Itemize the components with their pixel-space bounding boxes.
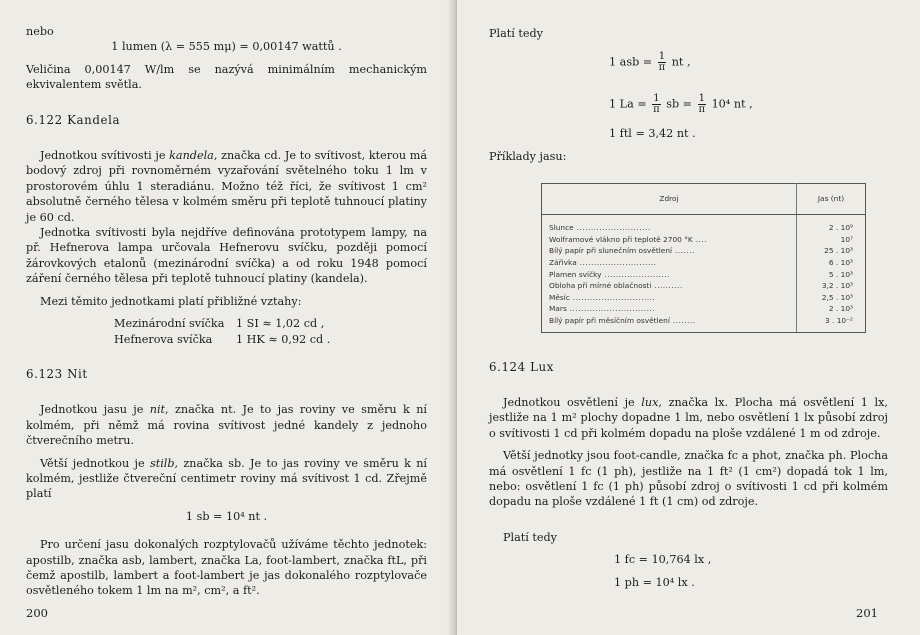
term-stilb: stilb <box>149 456 175 470</box>
left-page <box>0 0 455 635</box>
fraction: $\frac{1}{\pi}$ <box>698 93 706 116</box>
paragraph-kandela-history: Jednotka svítivosti byla nejdříve definována prototypem lampy, na př. Hefnerova lampa určovala Hefnerovu svíčku, později pomocí žárovkových etalonů (mezinárodní svíčka) a od roku 1948 pomocí záření černého tělesa při teplotě tuhnoucí platiny (kandela). <box>26 226 427 286</box>
table-row: Zářivka ........................... 6 . 10³ <box>542 257 866 269</box>
relation-row: Mezinárodní svíčka 1 SI ≈ 1,02 cd , <box>114 317 325 331</box>
paragraph-nit-def: Jednotkou jasu je nit, značka nt. Je to jas roviny ve směru k ní kolmém, při němž má rovina svítivost jedné kandely z jednoho čtverečního metru. <box>26 403 427 448</box>
table-row: Plamen svíčky ....................... 5 . 10³ <box>542 269 866 281</box>
paragraph-kandela-def: Jednotkou svítivosti je kandela, značka cd. Je to svítivost, kterou má bodový zdroj při rovnoměrném vyzařování světelného toku 1 lm v prostorovém úhlu 1 steradiánu. Možno též říci, že svítivost 1 cm² absolutně černého tělesa v kolmém směru při teplotě tuhnoucí platiny je 60 cd. <box>26 149 428 224</box>
text-line: Platí tedy <box>489 27 544 40</box>
paragraph-stilb-def: Větší jednotkou je stilb, značka sb. Je to jas roviny ve směru k ní kolmém, jestliže čtvereční centimetr roviny má svítivost 1 cd. Zřejmě platí <box>26 456 427 501</box>
table-row: Měsíc ............................. 2,5 . 10³ <box>542 292 866 304</box>
text-line: nebo <box>26 25 54 38</box>
term-lux: lux <box>641 395 659 409</box>
equation-lumen: 1 lumen (λ = 555 mμ) = 0,00147 wattů . <box>111 40 342 54</box>
paragraph-lux-def: Jednotkou osvětlení je lux, značka lx. Plocha má osvětlení 1 lx, jestliže na 1 m² plochy dopadne 1 lm, nebo osvětlení 1 lx působí zdroj o svítivosti 1 cd při kolmém dopadu na ploše vzdálené 1 m od zdroje. <box>489 395 888 440</box>
table-row: Bílý papír při slunečním osvětlení ....... 25 . 10³ <box>542 245 866 257</box>
text-line: Platí tedy <box>503 530 558 544</box>
equation-fc: 1 fc = 10,764 lx , <box>614 553 712 567</box>
section-heading-lux: 6.124 Lux <box>489 359 555 374</box>
paragraph-diffusers: Pro určení jasu dokonalých rozptylovačů užíváme těchto jednotek: apostilb, značka asb, lambert, značka La, foot-lambert, značka ftL, při čemž apostilb, lambert a foot-lambert je jas dokonalého rozptylovače osvětleného tokem 1 lm na m², cm², a ft². <box>26 538 427 598</box>
section-heading-kandela: 6.122 Kandela <box>26 112 121 127</box>
fraction: $\frac{1}{\pi}$ <box>658 51 666 74</box>
term-kandela: kandela <box>169 149 214 163</box>
table-row: Bílý papír při měsíčním osvětlení ........ 3 . 10⁻² <box>542 315 866 332</box>
paragraph-fc-ph: Větší jednotky jsou foot-candle, značka fc a phot, značka ph. Plocha má osvětlení 1 fc (1 ph), jestliže na 1 ft² (1 cm²) dopadá tok 1 lm, nebo: osvětlení 1 fc (1 ph) působí zdroj o svítivosti 1 cd při kolmém dopadu na ploše vzdálené 1 ft (1 cm) od zdroje. <box>489 449 888 509</box>
right-page <box>457 0 920 635</box>
table-row: Wolframové vlákno při teplotě 2700 °K .... 10⁷ <box>542 234 866 246</box>
page-number: 200 <box>26 605 48 620</box>
paragraph: Veličina 0,00147 W/lm se nazývá minimálním mechanickým ekvivalentem světla. <box>26 62 427 92</box>
table-row: Slunce .......................... 2 . 10⁹ <box>542 215 866 234</box>
table-header-luminance: Jas (nt) <box>797 184 866 215</box>
page-number: 201 <box>856 605 878 620</box>
equation-stilb: 1 sb = 10⁴ nt . <box>185 509 268 523</box>
equation-asb: 1 asb = $\frac{1}{\pi}$ nt , <box>609 51 691 74</box>
fraction: $\frac{1}{\pi}$ <box>653 93 660 116</box>
equation-ph: 1 ph = 10⁴ lx . <box>614 575 695 589</box>
table-row: Obloha při mírné oblačnosti .......... 3,2 . 10³ <box>542 280 866 292</box>
equation-ftl: 1 ftl = 3,42 nt . <box>609 127 696 141</box>
paragraph-relations-intro: Mezi těmito jednotkami platí přibližné vztahy: <box>40 294 302 308</box>
table-row: Mars .............................. 2 . 10³ <box>542 303 866 315</box>
term-nit: nit <box>149 403 166 417</box>
relation-row: Hefnerova svíčka 1 HK ≈ 0,92 cd . <box>114 332 331 346</box>
luminance-table <box>541 183 866 332</box>
equation-lambert: 1 La = $\frac{1}{\pi}$ sb = $\frac{1}{\pi}$ 10⁴ nt , <box>609 93 753 116</box>
text-line: Příklady jasu: <box>489 149 567 163</box>
table-header-source: Zdroj <box>542 184 797 215</box>
section-heading-nit: 6.123 Nit <box>26 366 88 381</box>
